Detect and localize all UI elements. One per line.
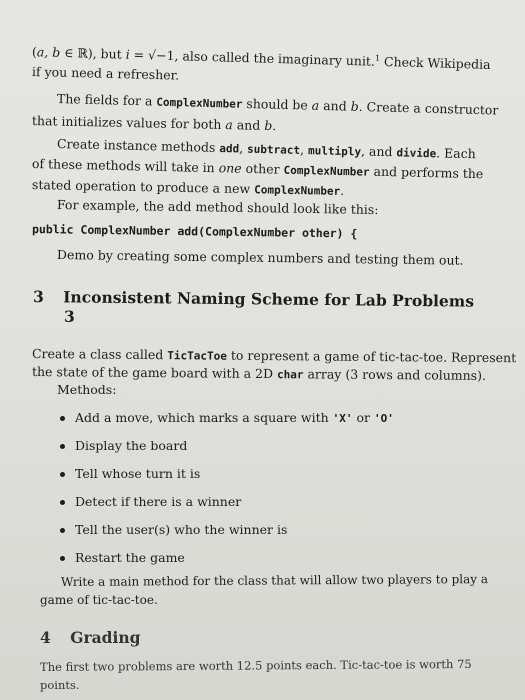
list-item: Detect if there is a winner (60, 494, 241, 509)
paragraph-line-1: (a, b ∈ ℝ), but i = √−1, also called the imaginary unit.$^1$ Check Wikipedia (31, 44, 491, 72)
bullet-icon (60, 472, 65, 477)
section-3-heading-line2: 3 (64, 307, 75, 326)
bullet-icon (60, 444, 65, 449)
paragraph-line-8: For example, the add method should look like this: (56, 197, 379, 218)
code-snippet: public ComplexNumber add(ComplexNumber other) { (31, 222, 358, 241)
list-item: Display the board (60, 438, 187, 453)
section-3-number: 3 (32, 287, 44, 307)
paragraph-line-3: The fields for a ComplexNumber should be a and b. Create a constructor (56, 91, 499, 118)
grading-line-1: The first two problems are worth 12.5 points each. Tic-tac-toe is worth 75 (39, 656, 472, 674)
paragraph-line-6: of these methods will take in one other ComplexNumber and performs the (31, 156, 484, 182)
bullet-icon (60, 416, 65, 421)
list-item: Tell the user(s) who the winner is (60, 522, 287, 537)
bullet-icon (60, 500, 65, 505)
bullet-icon (60, 528, 65, 533)
section-4-title: Grading (70, 628, 141, 647)
paragraph-line-9: Demo by creating some complex numbers and testing them out. (56, 247, 464, 268)
list-item: Add a move, which marks a square with 'X' or 'O' (60, 410, 394, 425)
grading-line-2: points. (40, 678, 80, 692)
section-3-paragraph-line-1: Create a class called TicTacToe to represent a game of tic-tac-toe. Represent (31, 346, 517, 366)
methods-label: Methods: (57, 382, 117, 397)
section-3-heading (33, 287, 474, 311)
paragraph-line-7: stated operation to produce a new ComplexNumber. (31, 177, 345, 198)
section-4-heading (40, 628, 140, 647)
paragraph-line-5: Create instance methods add, subtract, multiply, and divide. Each (56, 136, 476, 162)
main-method-line-1: Write a main method for the class that will allow two players to play a (60, 572, 489, 589)
paragraph-line-2: if you need a refresher. (31, 64, 180, 83)
list-item: Tell whose turn it is (60, 466, 200, 481)
section-4-number: 4 (40, 628, 51, 647)
section-3-title: Inconsistent Naming Scheme for Lab Problems (63, 287, 475, 311)
section-3-paragraph-line-2: the state of the game board with a 2D char array (3 rows and columns). (31, 364, 487, 383)
main-method-line-2: game of tic-tac-toe. (40, 593, 158, 607)
list-item: Restart the game (60, 550, 185, 565)
bullet-icon (60, 556, 65, 561)
paragraph-line-4: that initializes values for both a and b. (31, 113, 277, 134)
